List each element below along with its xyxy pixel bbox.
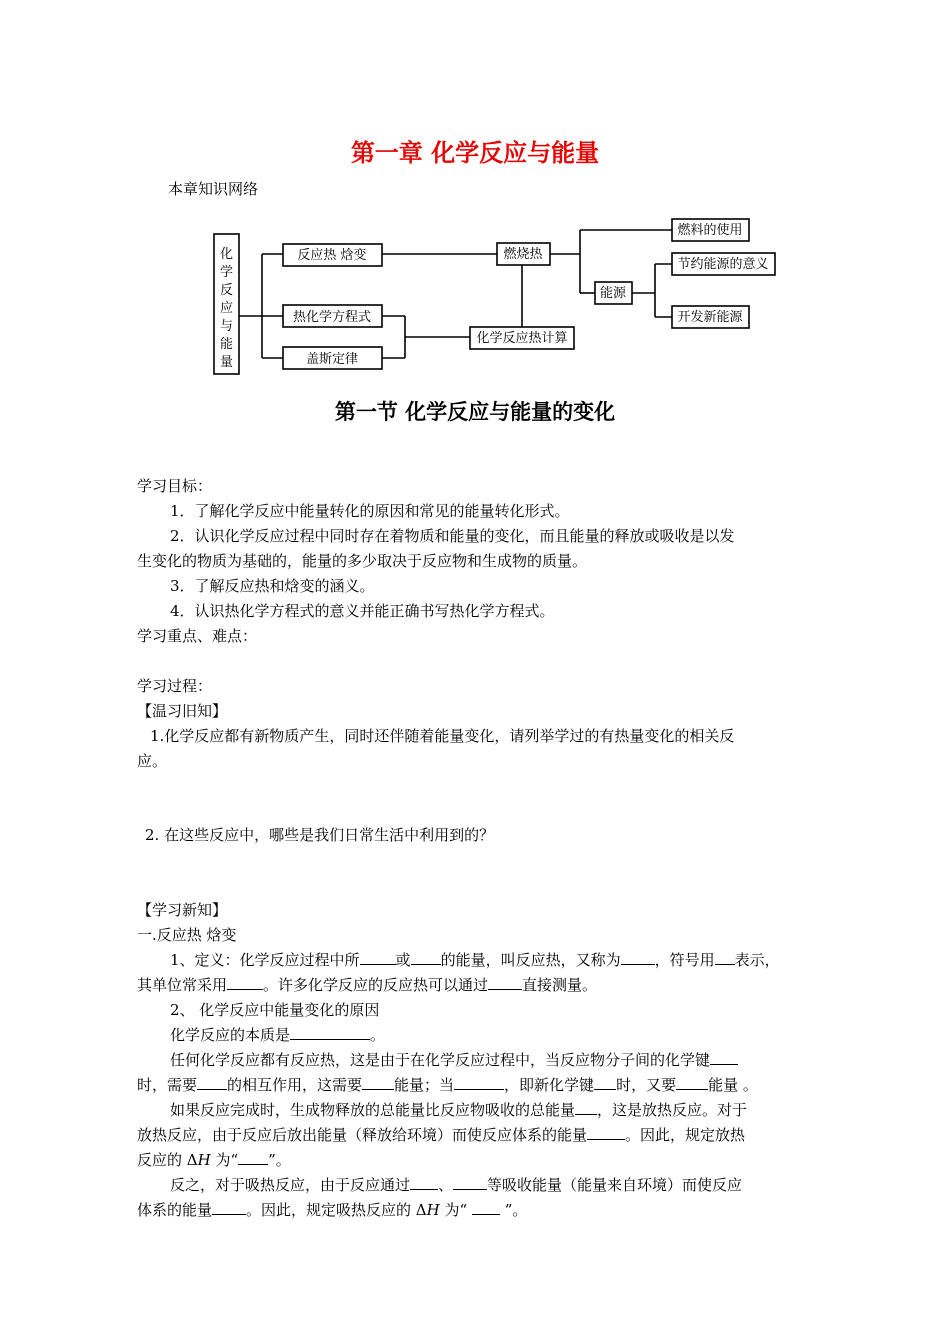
blank[interactable] — [360, 950, 396, 965]
paragraph-line: 体系的能量 。因此，规定吸热反应的 ΔH 为“ ”。 — [137, 1201, 528, 1219]
blank[interactable] — [411, 950, 441, 965]
diagram-node-fuel: 燃料的使用 — [677, 223, 743, 238]
blank[interactable] — [575, 1100, 597, 1115]
blank[interactable] — [410, 1175, 438, 1190]
unit-line: 其单位常采用 。许多化学反应的反应热可以通过 直接测量。 — [137, 976, 598, 994]
diagram-node-reaction-heat: 反应热 焓变 — [297, 248, 367, 263]
goal-item: 3．了解反应热和焓变的涵义。 — [170, 577, 375, 595]
goal-item: 4．认识热化学方程式的意义并能正确书写热化学方程式。 — [170, 602, 555, 620]
diagram-root-char: 化 — [219, 247, 234, 262]
blank[interactable] — [197, 1075, 227, 1090]
blank[interactable] — [594, 1075, 616, 1090]
paragraph-line: 时，需要 的相互作用，这需要 能量；当 ，即新化学键 时，又要 能量 。 — [137, 1076, 758, 1094]
blank[interactable] — [587, 1125, 625, 1140]
diagram-node-hess: 盖斯定律 — [305, 352, 359, 367]
chapter-title: 第一章 化学反应与能量 — [350, 139, 600, 167]
blank[interactable] — [715, 950, 735, 965]
goal-item: 1．了解化学反应中能量转化的原因和常见的能量转化形式。 — [170, 502, 570, 520]
diagram-root-char: 反 — [219, 283, 234, 298]
process-heading: 学习过程： — [137, 677, 213, 695]
diagram-root-char: 应 — [219, 301, 234, 316]
paragraph-line: 任何化学反应都有反应热，这是由于在化学反应过程中，当反应物分子间的化学键 — [170, 1050, 738, 1070]
key-points-heading: 学习重点、难点： — [137, 627, 258, 645]
goals-heading: 学习目标： — [137, 477, 213, 495]
blank[interactable] — [212, 1200, 246, 1215]
review-question-1: 1.化学反应都有新物质产生，同时还伴随着能量变化，请列举学过的有热量变化的相关反 — [150, 727, 735, 745]
blank[interactable] — [290, 1025, 370, 1040]
review-question-2: 2. 在这些反应中，哪些是我们日常生活中利用到的？ — [145, 826, 495, 844]
cause-heading: 2、 化学反应中能量变化的原因 — [170, 1001, 380, 1019]
diagram-node-combustion: 燃烧热 — [503, 247, 543, 262]
diagram-root-char: 学 — [219, 265, 234, 280]
network-label: 本章知识网络 — [168, 180, 259, 198]
knowledge-network-diagram — [0, 0, 950, 400]
blank[interactable] — [621, 950, 655, 965]
blank[interactable] — [362, 1075, 394, 1090]
goal-item: 2．认识化学反应过程中同时存在着物质和能量的变化，而且能量的释放或吸收是以发 — [170, 527, 735, 545]
diagram-root-char: 量 — [219, 355, 234, 370]
paragraph-line: 放热反应，由于反应后放出能量（释放给环境）而使反应体系的能量 。因此，规定放热 — [137, 1126, 746, 1144]
blank[interactable] — [710, 1050, 738, 1065]
diagram-root-char: 与 — [219, 319, 234, 334]
blank[interactable] — [227, 975, 263, 990]
section-title: 第一节 化学反应与能量的变化 — [334, 400, 616, 424]
subsection-reaction-heat: 一.反应热 焓变 — [137, 926, 237, 944]
blank[interactable] — [453, 1175, 487, 1190]
blank[interactable] — [454, 1075, 504, 1090]
new-heading: 【学习新知】 — [137, 901, 228, 919]
blank[interactable] — [676, 1075, 708, 1090]
review-question-1-cont: 应。 — [137, 752, 168, 770]
blank[interactable] — [472, 1200, 500, 1215]
diagram-node-thermo-eq: 热化学方程式 — [292, 310, 372, 325]
review-heading: 【温习旧知】 — [137, 702, 228, 720]
diagram-node-calc: 化学反应热计算 — [476, 331, 568, 346]
paragraph-line: 如果反应完成时，生成物释放的总能量比反应物吸收的总能量 ，这是放热反应。对于 — [170, 1101, 748, 1119]
diagram-node-develop: 开发新能源 — [677, 310, 743, 325]
diagram-node-energy: 能源 — [599, 286, 627, 301]
definition-line: 1、定义：化学反应过程中所 或 的能量，叫反应热，又称为 ，符号用 表示， — [170, 951, 780, 969]
goal-item: 生变化的物质为基础的，能量的多少取决于反应物和生成物的质量。 — [137, 552, 588, 570]
diagram-root-char: 能 — [219, 337, 234, 352]
blank[interactable] — [238, 1150, 268, 1165]
diagram-node-save: 节约能源的意义 — [677, 257, 769, 272]
essence-line: 化学反应的本质是 。 — [170, 1026, 386, 1044]
blank[interactable] — [488, 975, 522, 990]
paragraph-line: 反应的 ΔH 为“ ”。 — [137, 1151, 291, 1169]
paragraph-line: 反之，对于吸热反应，由于反应通过 、 等吸收能量（能量来自环境）而使反应 — [170, 1176, 743, 1194]
